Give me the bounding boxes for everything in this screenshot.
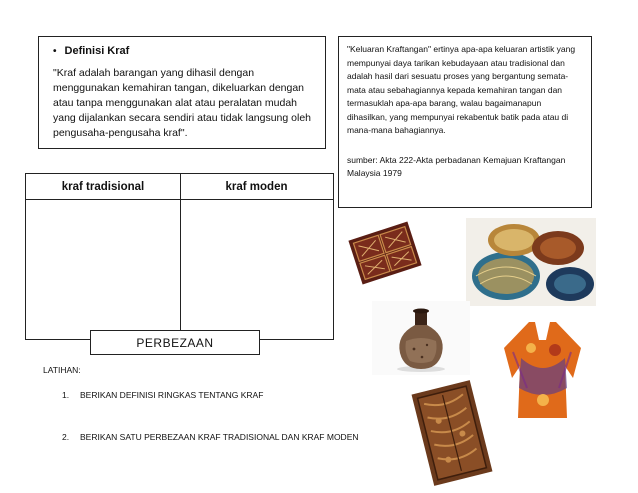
photo-carved-box (344, 218, 426, 288)
photo-woven-baskets (466, 218, 596, 306)
definition-heading (53, 45, 311, 57)
exercise-item (62, 389, 322, 401)
header-kraf-moden: kraf moden (180, 174, 333, 200)
exercise-number: 1. (62, 390, 70, 400)
quote-text: "Keluaran Kraftangan" ertinya apa-apa keluaran artistik yang mempunyai daya tarikan kebudayaan atau tradisional dan adalah hasil dari sesuatu proses yang bergantung semata-mata atau sebahagiannya kepada kemahiran tangan dan termasuklah apa-apa barang, walau bagaimanapun dihasilkan, yang mempunyai rekabentuk batik pada atau di mana-mana bahagiannya. (347, 44, 576, 135)
exercise-number: 2. (62, 432, 70, 442)
exercise-text: BERIKAN SATU PERBEZAAN KRAF TRADISIONAL DAN KRAF MODEN (80, 432, 359, 442)
perbezaan-label: PERBEZAAN (90, 330, 260, 355)
exercise-title: LATIHAN: (43, 365, 81, 375)
definition-heading-text: Definisi Kraf (64, 45, 130, 57)
quote-box (338, 36, 592, 208)
definition-body: "Kraf adalah barangan yang dihasil dengan menggunakan kemahiran tangan, dikeluarkan dengan atau tanpa menggunakan alat atau peralatan mudah yang dijalankan secara sendiri atau tidak langsung oleh pengusaha-pengusaha kraf". (53, 67, 312, 139)
exercise-text: BERIKAN DEFINISI RINGKAS TENTANG KRAF (80, 390, 264, 400)
bullet-icon: • (53, 45, 57, 57)
photo-clay-vase (372, 301, 470, 375)
header-kraf-tradisional: kraf tradisional (26, 174, 180, 200)
photo-carved-panel (408, 378, 496, 488)
column-divider (180, 174, 181, 339)
photo-batik-dress (499, 318, 586, 421)
quote-source: sumber: Akta 222-Akta perbadanan Kemajuan Kraftangan Malaysia 1979 (347, 154, 566, 178)
exercise-item (62, 431, 362, 443)
comparison-table (25, 173, 334, 340)
definition-box (38, 36, 326, 149)
